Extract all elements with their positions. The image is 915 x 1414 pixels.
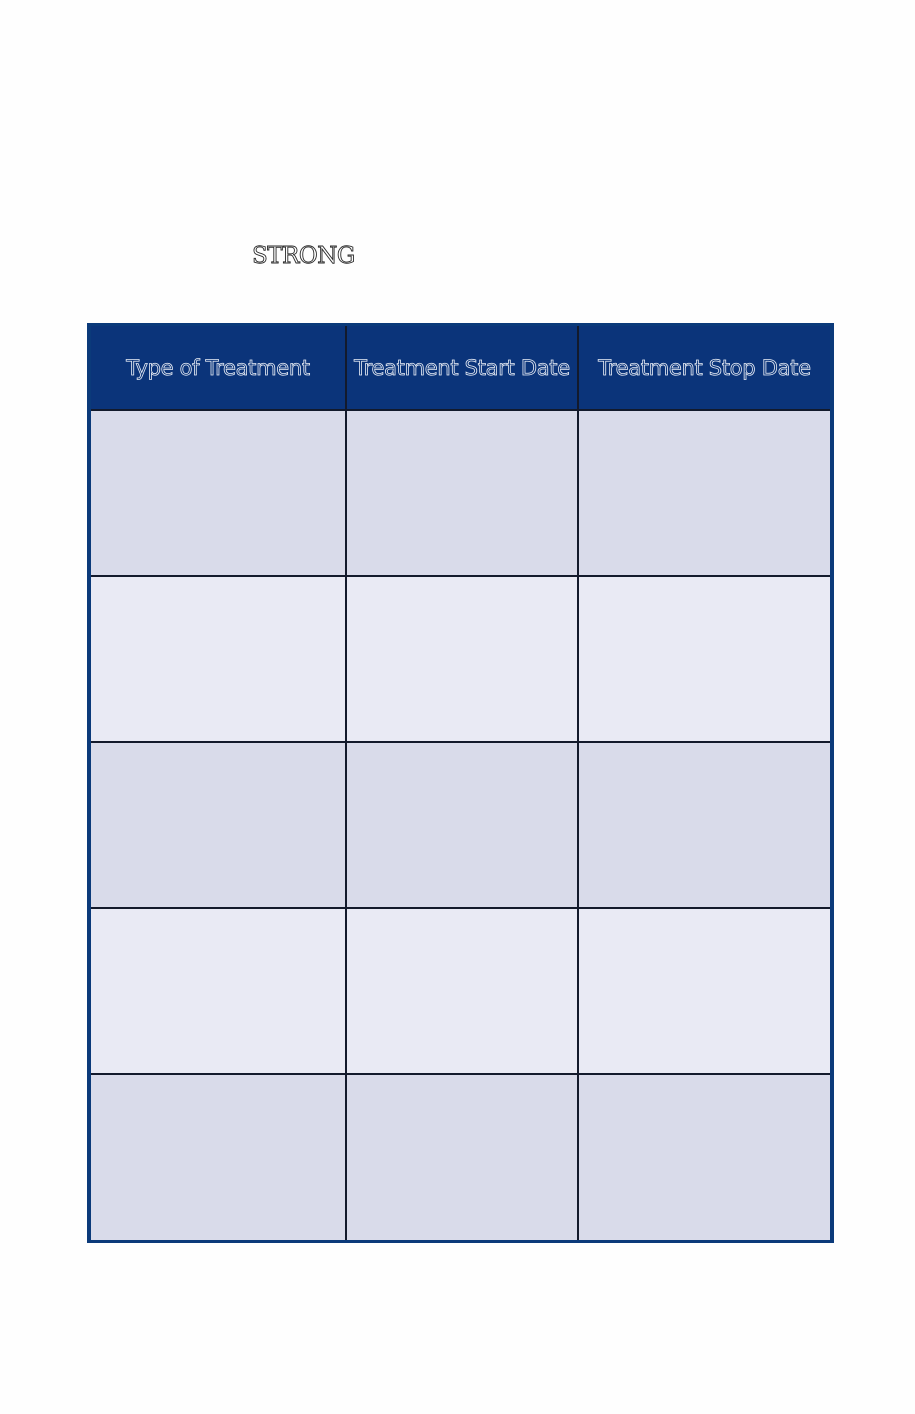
cell-type-of-treatment[interactable]: [91, 576, 346, 742]
header-treatment-start-date: Treatment Start Date: [346, 326, 578, 410]
cell-treatment-start-date[interactable]: [346, 1074, 578, 1240]
header-treatment-stop-date: Treatment Stop Date: [578, 326, 830, 410]
table-row: [91, 1074, 830, 1240]
cell-treatment-stop-date[interactable]: [578, 742, 830, 908]
cell-treatment-start-date[interactable]: [346, 410, 578, 576]
table-row: [91, 908, 830, 1074]
cell-treatment-stop-date[interactable]: [578, 410, 830, 576]
cell-treatment-start-date[interactable]: [346, 576, 578, 742]
page-heading: STRONG: [252, 243, 355, 269]
table-row: [91, 410, 830, 576]
cell-type-of-treatment[interactable]: [91, 410, 346, 576]
cell-treatment-stop-date[interactable]: [578, 908, 830, 1074]
cell-treatment-stop-date[interactable]: [578, 1074, 830, 1240]
header-type-of-treatment: Type of Treatment: [91, 326, 346, 410]
cell-type-of-treatment[interactable]: [91, 908, 346, 1074]
cell-treatment-start-date[interactable]: [346, 908, 578, 1074]
cell-type-of-treatment[interactable]: [91, 742, 346, 908]
table-row: [91, 576, 830, 742]
table-header-row: [91, 326, 830, 410]
cell-type-of-treatment[interactable]: [91, 1074, 346, 1240]
treatment-table: [91, 326, 830, 1240]
cell-treatment-start-date[interactable]: [346, 742, 578, 908]
cell-treatment-stop-date[interactable]: [578, 576, 830, 742]
treatment-table-frame: [87, 323, 834, 1243]
table-row: [91, 742, 830, 908]
